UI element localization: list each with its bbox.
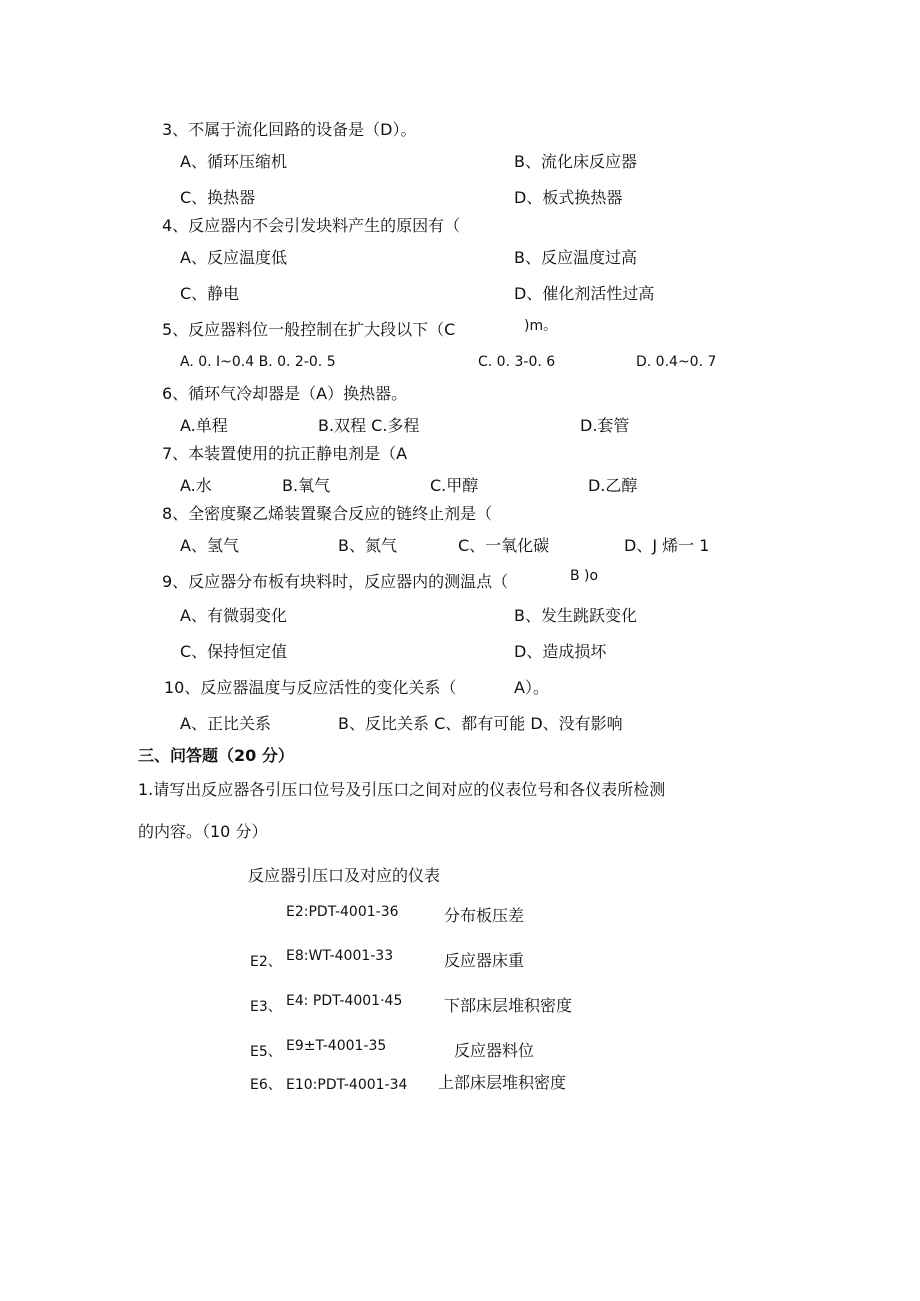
answer-row-2-port: E2、 xyxy=(250,954,282,970)
answer-row-5-desc: 上部床层堆积密度 xyxy=(438,1073,567,1092)
q7-option-c: C.甲醇 xyxy=(430,476,479,495)
answer-row-5-tag: E10:PDT-4001-34 xyxy=(286,1077,408,1093)
q4-stem: 4、反应器内不会引发块料产生的原因有（ xyxy=(162,216,461,235)
q9-option-a: A、有微弱变化 xyxy=(180,606,287,625)
q7-option-d: D.乙醇 xyxy=(588,476,638,495)
q9-option-c: C、保持恒定值 xyxy=(180,642,288,661)
answer-row-2-desc: 反应器床重 xyxy=(444,951,525,970)
essay-q1-line1: 1.请写出反应器各引压口位号及引压口之间对应的仪表位号和各仪表所检测 xyxy=(138,780,666,799)
q6-stem: 6、循环气冷却器是（A）换热器。 xyxy=(162,384,408,403)
q3-option-b: B、流化床反应器 xyxy=(514,152,637,171)
q4-option-a: A、反应温度低 xyxy=(180,248,287,267)
q4-option-b: B、反应温度过高 xyxy=(514,248,637,267)
answer-row-2-tag: E8:WT-4001-33 xyxy=(286,948,394,964)
q9-option-d: D、造成损坏 xyxy=(514,642,607,661)
q5-option-d: D. 0.4~0. 7 xyxy=(636,354,717,370)
q4-option-d: D、催化剂活性过高 xyxy=(514,284,655,303)
answer-row-4-tag: E9±T-4001-35 xyxy=(286,1038,387,1054)
q5-stem-tail: )m。 xyxy=(524,318,558,334)
q10-option-a: A、正比关系 xyxy=(180,714,271,733)
q8-option-b: B、氮气 xyxy=(338,536,397,555)
q8-option-c: C、一氧化碳 xyxy=(458,536,550,555)
q10-option-bcd: B、反比关系 C、都有可能 D、没有影响 xyxy=(338,714,623,733)
q6-option-bc: B.双程 C.多程 xyxy=(318,416,420,435)
q9-option-b: B、发生跳跃变化 xyxy=(514,606,637,625)
q3-option-c: C、换热器 xyxy=(180,188,256,207)
answer-row-4-desc: 反应器料位 xyxy=(454,1041,535,1060)
answer-row-4-port: E5、 xyxy=(250,1044,282,1060)
answer-title: 反应器引压口及对应的仪表 xyxy=(248,866,441,885)
q10-stem: 10、反应器温度与反应活性的变化关系（ xyxy=(164,678,457,697)
q3-stem: 3、不属于流化回路的设备是（D）。 xyxy=(162,120,417,139)
q9-stem-tail: B )o xyxy=(570,568,599,584)
answer-row-3-port: E3、 xyxy=(250,999,282,1015)
q3-option-a: A、循环压缩机 xyxy=(180,152,287,171)
q5-stem: 5、反应器料位一般控制在扩大段以下（C xyxy=(162,320,456,339)
q4-option-c: C、静电 xyxy=(180,284,240,303)
q6-option-d: D.套管 xyxy=(580,416,630,435)
q5-option-c: C. 0. 3-0. 6 xyxy=(478,354,556,370)
q8-option-d: D、J 烯一 1 xyxy=(624,536,710,555)
q7-option-b: B.氧气 xyxy=(282,476,331,495)
answer-row-3-desc: 下部床层堆积密度 xyxy=(444,996,573,1015)
q6-option-a: A.单程 xyxy=(180,416,228,435)
answer-row-3-tag: E4: PDT-4001·45 xyxy=(286,993,403,1009)
q7-stem: 7、本装置使用的抗正静电剂是（A xyxy=(162,444,408,463)
q10-stem-tail: A）。 xyxy=(514,678,549,697)
q9-stem: 9、反应器分布板有块料时，反应器内的测温点（ xyxy=(162,572,509,591)
section-heading: 三、问答题（20 分） xyxy=(138,746,294,765)
answer-row-1-desc: 分布板压差 xyxy=(444,906,525,925)
q8-stem: 8、全密度聚乙烯装置聚合反应的链终止剂是（ xyxy=(162,504,493,523)
answer-row-5-port: E6、 xyxy=(250,1077,282,1093)
q7-option-a: A.水 xyxy=(180,476,212,495)
q8-option-a: A、氢气 xyxy=(180,536,239,555)
answer-row-1-tag: E2:PDT-4001-36 xyxy=(286,904,399,920)
q3-option-d: D、板式换热器 xyxy=(514,188,623,207)
essay-q1-line2: 的内容。（10 分） xyxy=(138,822,268,841)
q5-option-ab: A. 0. I~0.4 B. 0. 2-0. 5 xyxy=(180,354,336,370)
